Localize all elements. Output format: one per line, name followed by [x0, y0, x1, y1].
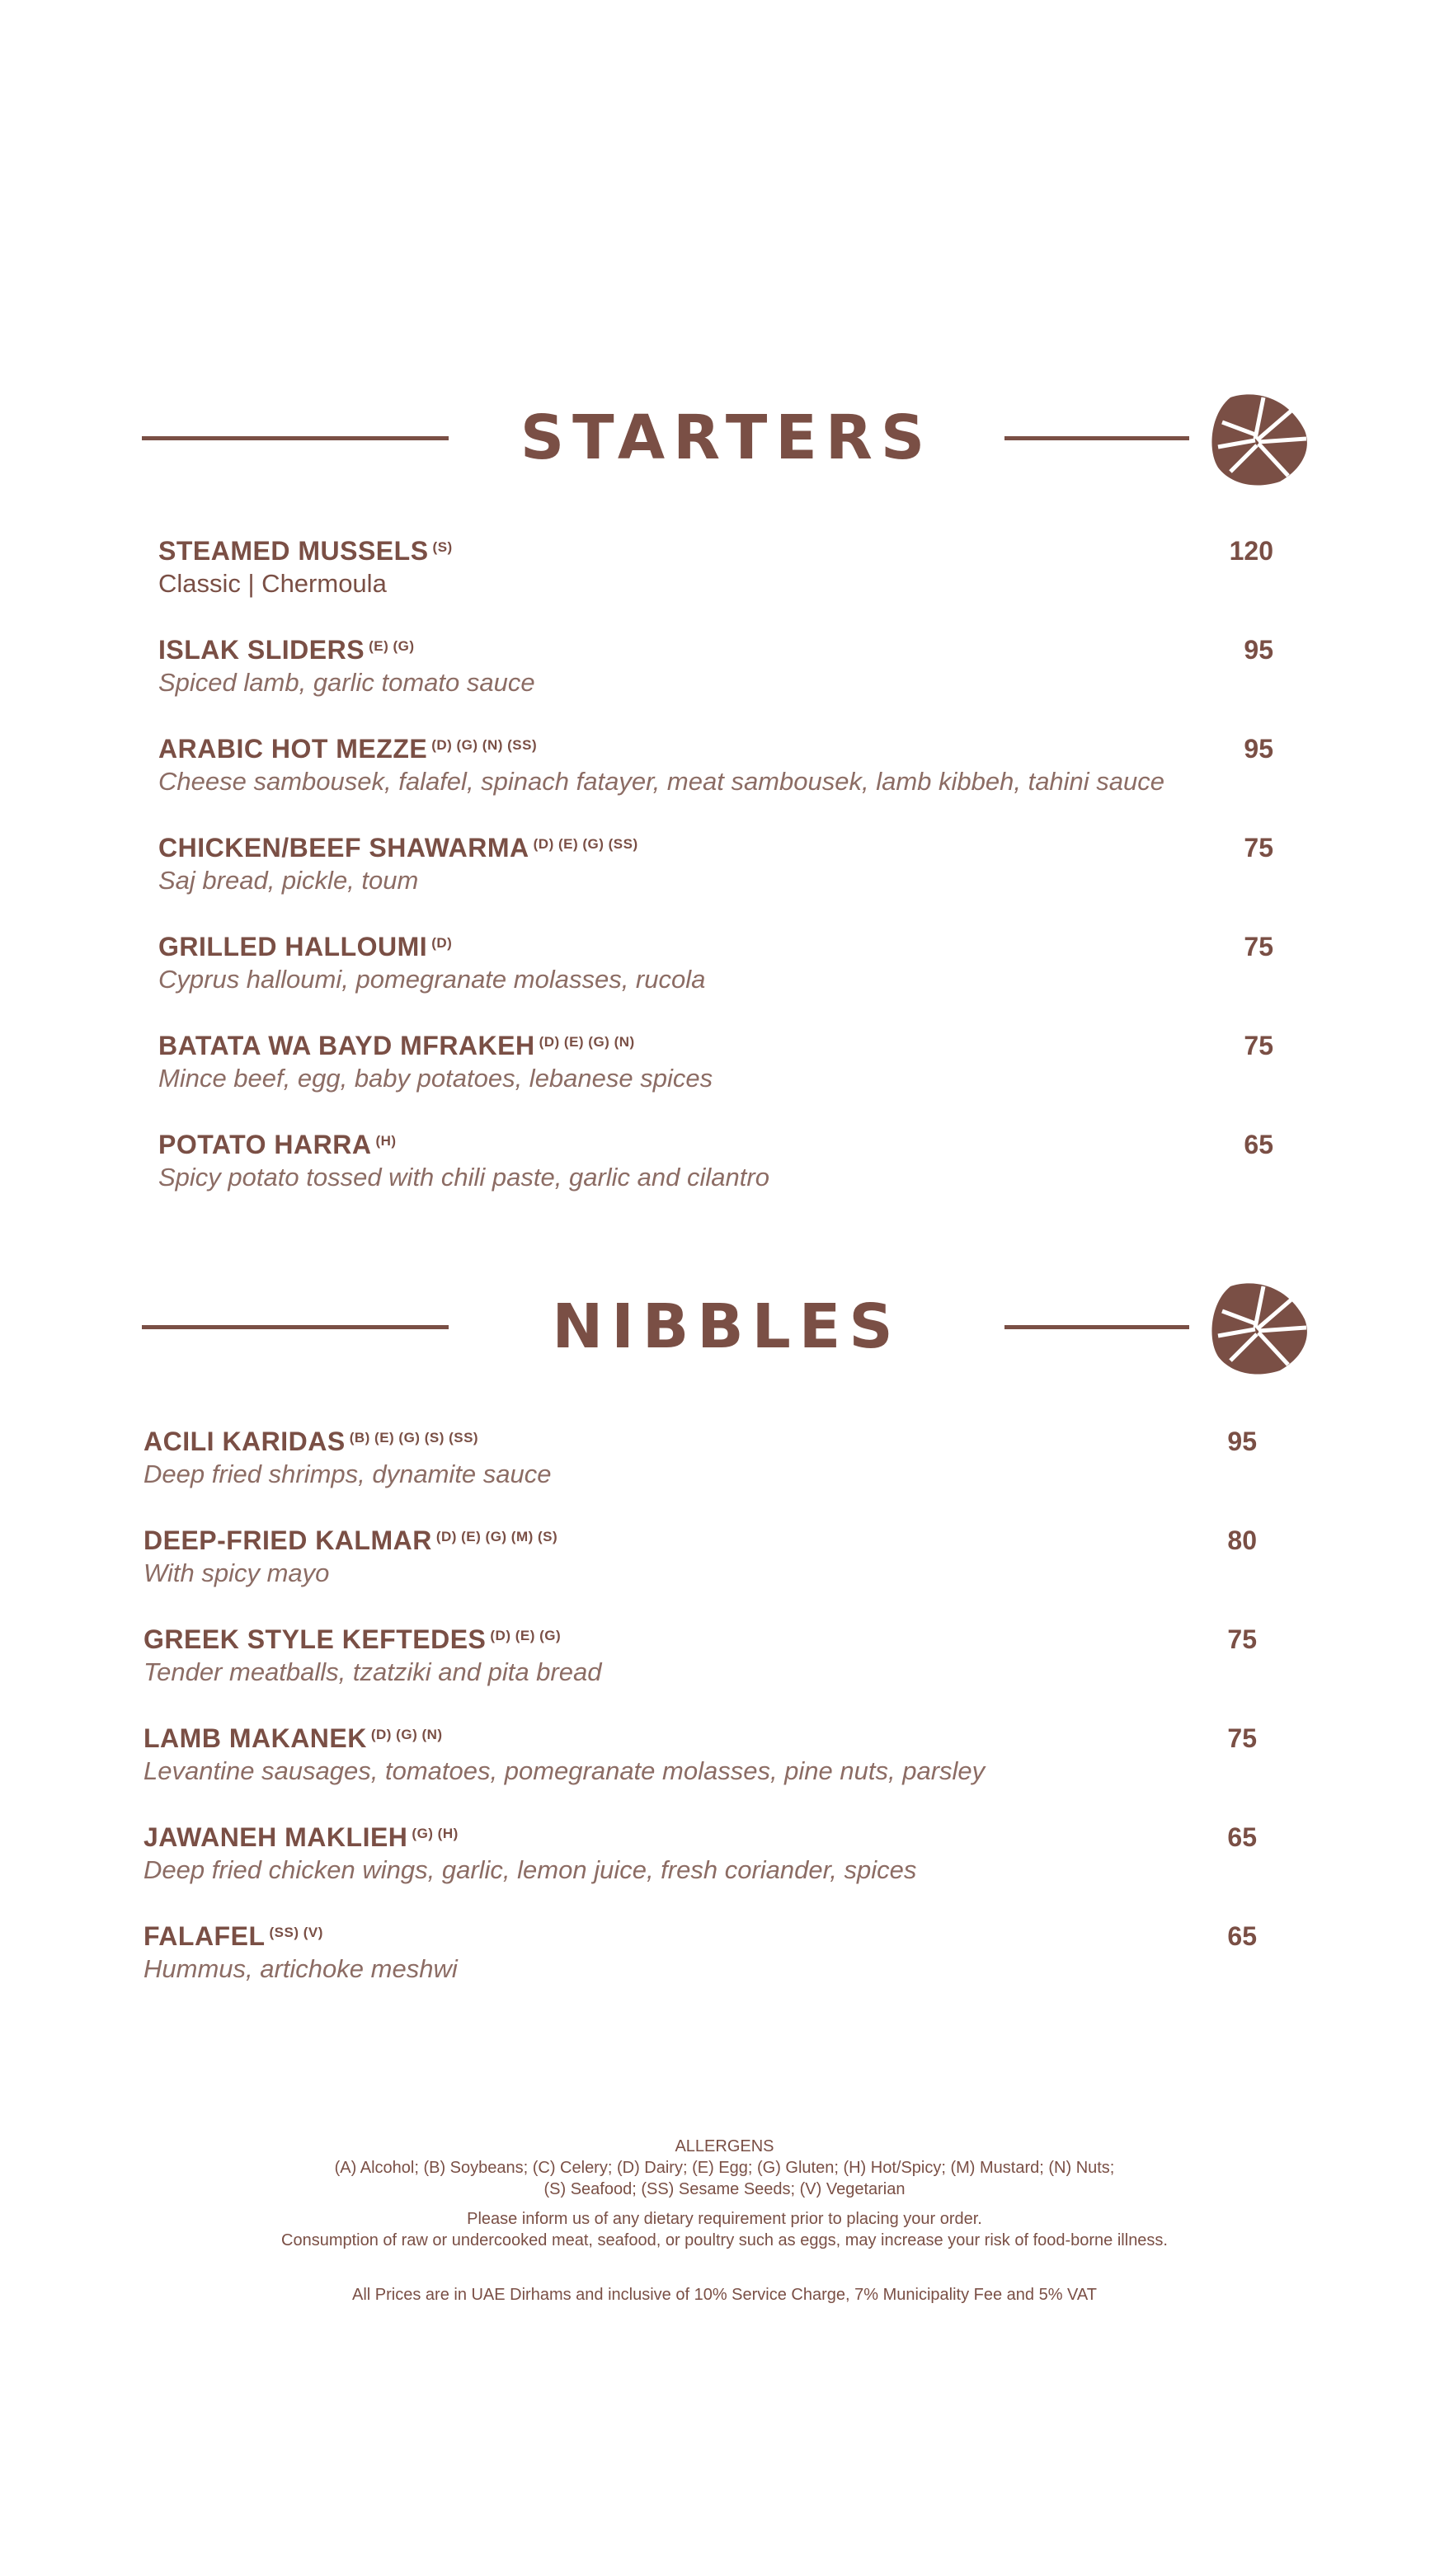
- menu-item: [143, 1920, 1257, 2019]
- item-price: 75: [1244, 833, 1273, 863]
- menu-item: [158, 633, 1273, 732]
- item-name: [143, 1920, 1257, 1953]
- item-description: Spiced lamb, garlic tomato sauce: [158, 668, 535, 697]
- allergens-line: (S) Seafood; (SS) Sesame Seeds; (V) Vegetarian: [543, 2180, 906, 2198]
- allergen-codes: (D) (E) (G) (SS): [533, 836, 638, 852]
- footer: [0, 2136, 1449, 2306]
- prices-note: All Prices are in UAE Dirhams and inclusive of 10% Service Charge, 7% Municipality Fee and 5% VAT: [352, 2286, 1097, 2304]
- item-description: Cheese sambousek, falafel, spinach fatayer, meat sambousek, lamb kibbeh, tahini sauce: [158, 767, 1165, 796]
- allergen-codes: (S): [432, 539, 453, 555]
- item-description: Classic | Chermoula: [158, 569, 387, 598]
- item-name-text: FALAFEL: [143, 1921, 266, 1951]
- monstera-leaf-icon: [1206, 389, 1313, 488]
- section-title: STARTERS: [520, 402, 934, 473]
- item-name-text: CHICKEN/BEEF SHAWARMA: [158, 833, 529, 863]
- item-price: 120: [1229, 536, 1273, 566]
- menu-item: [143, 1722, 1257, 1821]
- allergens-line: (A) Alcohol; (B) Soybeans; (C) Celery; (D) Dairy; (E) Egg; (G) Gluten; (H) Hot/Spicy; (M) Mustard; (N) Nuts;: [334, 2159, 1115, 2177]
- allergen-codes: (E) (G): [369, 638, 415, 654]
- item-description: Deep fried shrimps, dynamite sauce: [143, 1460, 552, 1488]
- nibbles-header: [0, 1273, 1449, 1380]
- allergen-codes: (SS) (V): [269, 1925, 323, 1940]
- item-name: [143, 1821, 1257, 1854]
- item-price: 95: [1244, 734, 1273, 764]
- item-price: 75: [1244, 932, 1273, 961]
- health-notice: Consumption of raw or undercooked meat, seafood, or poultry such as eggs, may increase your risk of food-borne illness.: [281, 2231, 1168, 2249]
- item-name: [158, 1029, 1273, 1062]
- item-name: [158, 831, 1273, 864]
- allergen-codes: (D) (E) (G): [490, 1628, 562, 1643]
- item-name-text: ACILI KARIDAS: [143, 1427, 346, 1456]
- item-price: 65: [1244, 1130, 1273, 1159]
- monstera-leaf-icon: [1206, 1278, 1313, 1377]
- item-name-text: BATATA WA BAYD MFRAKEH: [158, 1031, 535, 1060]
- item-price: 80: [1227, 1525, 1257, 1555]
- allergen-codes: (D) (G) (N) (SS): [431, 737, 538, 753]
- menu-item: [143, 1623, 1257, 1722]
- allergens-title: ALLERGENS: [675, 2137, 774, 2155]
- starters-list: [158, 534, 1273, 1227]
- menu-item: [143, 1821, 1257, 1920]
- section-title: NIBBLES: [552, 1291, 901, 1362]
- dietary-notice: Please inform us of any dietary requirement prior to placing your order.: [467, 2210, 982, 2228]
- item-name-text: POTATO HARRA: [158, 1130, 372, 1159]
- item-price: 65: [1227, 1822, 1257, 1852]
- menu-item: [158, 732, 1273, 831]
- item-description: Mince beef, egg, baby potatoes, lebanese spices: [158, 1064, 713, 1093]
- allergen-codes: (D) (G) (N): [370, 1727, 443, 1742]
- item-name-text: STEAMED MUSSELS: [158, 536, 429, 566]
- menu-item: [158, 1029, 1273, 1128]
- menu-item: [158, 534, 1273, 633]
- menu-item: [143, 1425, 1257, 1524]
- divider: [142, 436, 449, 440]
- item-name: [158, 732, 1273, 765]
- item-name: [143, 1425, 1257, 1458]
- allergen-codes: (D) (E) (G) (N): [539, 1034, 635, 1050]
- item-price: 75: [1227, 1624, 1257, 1654]
- item-description: Levantine sausages, tomatoes, pomegranate molasses, pine nuts, parsley: [143, 1756, 986, 1785]
- menu-item: [158, 930, 1273, 1029]
- item-description: Hummus, artichoke meshwi: [143, 1954, 458, 1983]
- item-price: 95: [1227, 1427, 1257, 1456]
- item-description: Deep fried chicken wings, garlic, lemon juice, fresh coriander, spices: [143, 1855, 917, 1884]
- nibbles-list: [143, 1425, 1257, 2019]
- menu-item: [158, 1128, 1273, 1227]
- divider: [1004, 436, 1189, 440]
- allergen-codes: (D): [431, 935, 453, 951]
- item-name-text: LAMB MAKANEK: [143, 1723, 367, 1753]
- allergen-codes: (G) (H): [412, 1826, 459, 1841]
- item-name: [143, 1623, 1257, 1656]
- item-name: [158, 534, 1273, 567]
- starters-header: [0, 384, 1449, 491]
- item-name-text: ARABIC HOT MEZZE: [158, 734, 428, 764]
- menu-item: [143, 1524, 1257, 1623]
- item-name: [158, 633, 1273, 666]
- item-name-text: JAWANEH MAKLIEH: [143, 1822, 408, 1852]
- item-price: 75: [1227, 1723, 1257, 1753]
- item-name: [143, 1722, 1257, 1755]
- item-name-text: GRILLED HALLOUMI: [158, 932, 428, 961]
- item-description: Saj bread, pickle, toum: [158, 866, 419, 895]
- allergen-codes: (H): [375, 1133, 397, 1149]
- item-name-text: DEEP-FRIED KALMAR: [143, 1525, 432, 1555]
- item-price: 75: [1244, 1031, 1273, 1060]
- item-name: [158, 1128, 1273, 1161]
- item-name-text: ISLAK SLIDERS: [158, 635, 365, 665]
- divider: [1004, 1325, 1189, 1329]
- menu-item: [158, 831, 1273, 930]
- item-price: 95: [1244, 635, 1273, 665]
- allergen-codes: (D) (E) (G) (M) (S): [435, 1529, 558, 1544]
- item-price: 65: [1227, 1921, 1257, 1951]
- item-name: [143, 1524, 1257, 1557]
- allergen-codes: (B) (E) (G) (S) (SS): [349, 1430, 479, 1445]
- item-description: Spicy potato tossed with chili paste, garlic and cilantro: [158, 1163, 769, 1192]
- item-name: [158, 930, 1273, 963]
- item-description: Tender meatballs, tzatziki and pita bread: [143, 1657, 602, 1686]
- divider: [142, 1325, 449, 1329]
- item-description: Cyprus halloumi, pomegranate molasses, rucola: [158, 965, 706, 994]
- item-name-text: GREEK STYLE KEFTEDES: [143, 1624, 487, 1654]
- item-description: With spicy mayo: [143, 1558, 330, 1587]
